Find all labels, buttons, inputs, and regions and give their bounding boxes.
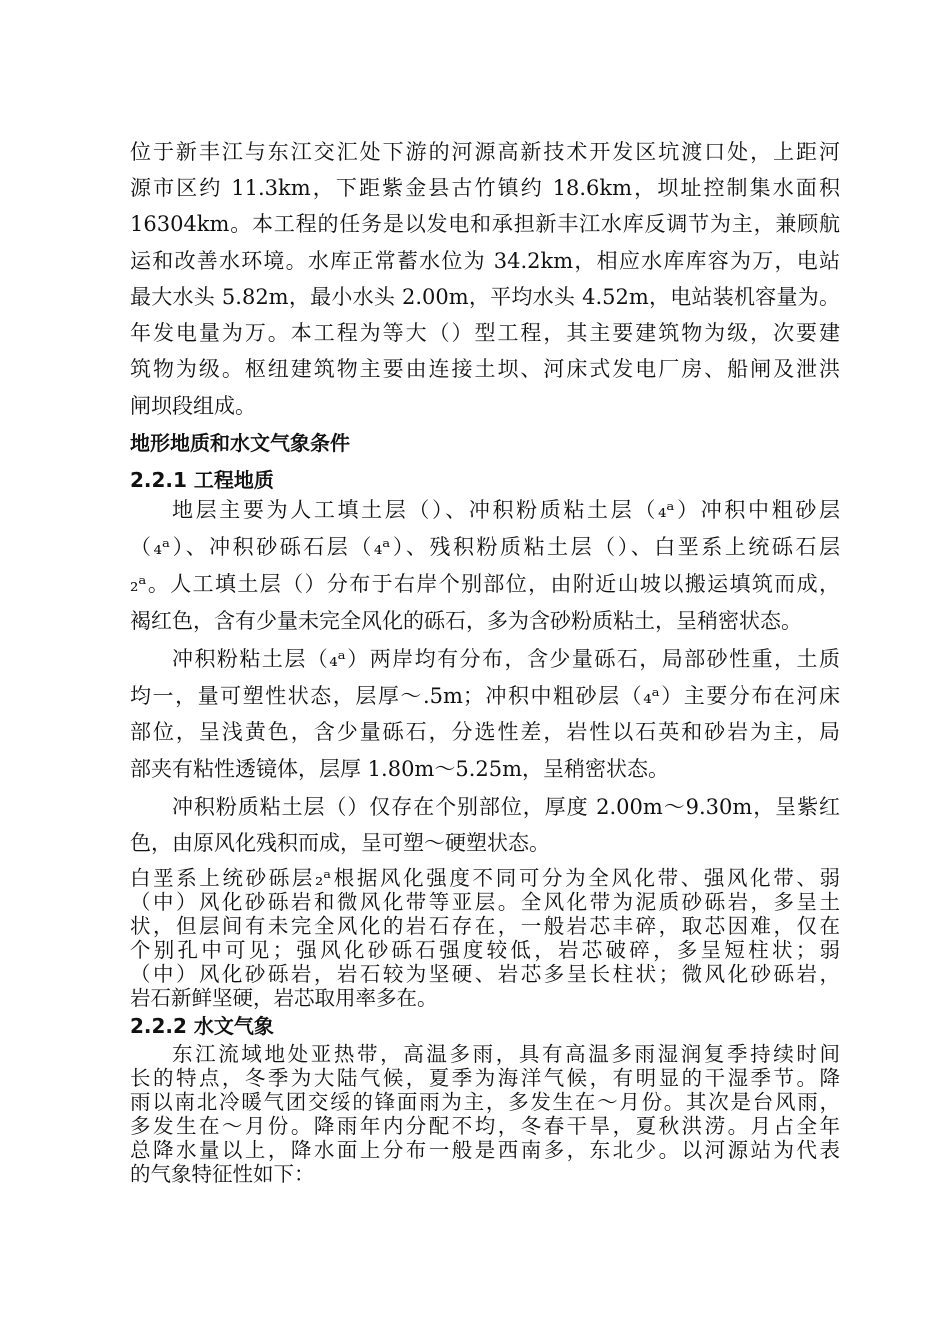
hydro-line: 多发生在～月份。降雨年内分配不均，冬春干旱，夏秋洪涝。月占全年: [130, 1114, 840, 1138]
geology-heading: 2.2.1 工程地质: [130, 468, 274, 492]
intro-line: 闸坝段组成。: [130, 394, 256, 418]
hydro-line: 东江流域地处亚热带，高温多雨，具有高温多雨湿润复季持续时间: [172, 1042, 840, 1066]
geology-line: 部位，呈浅黄色，含少量砾石，分选性差，岩性以石英和砂岩为主，局: [130, 720, 840, 744]
geology-line: 白垩系上统砂砾层₂ᵃ根据风化强度不同可分为全风化带、强风化带、弱: [130, 866, 840, 890]
geology-line: 部夹有粘性透镜体，层厚 1.80m～5.25m，呈稍密状态。: [130, 757, 670, 781]
intro-line: 源市区约 11.3km，下距紫金县古竹镇约 18.6km，坝址控制集水面积: [130, 176, 840, 200]
geology-line: 褐红色，含有少量未完全风化的砾石，多为含砂粉质粘土，呈稍密状态。: [130, 609, 802, 633]
intro-line: 16304km。本工程的任务是以发电和承担新丰江水库反调节为主，兼顾航: [130, 212, 840, 236]
geology-line: 地层主要为人工填土层（）、冲积粉质粘土层（₄ᵃ）冲积中粗砂层: [172, 498, 840, 522]
hydro-line: 总降水量以上，降水面上分布一般是西南多，东北少。以河源站为代表: [130, 1138, 840, 1162]
intro-line: 筑物为级。枢纽建筑物主要由连接土坝、河床式发电厂房、船闸及泄洪: [130, 357, 840, 381]
geology-line: 个别孔中可见；强风化砂砾石强度较低，岩芯破碎，多呈短柱状；弱: [130, 938, 840, 962]
geology-line: 状，但层间有未完全风化的岩石存在，一般岩芯丰碎，取芯因难，仅在: [130, 914, 840, 938]
geology-line: （₄ᵃ）、冲积砂砾石层（₄ᵃ）、残积粉质粘土层（）、白垩系上统砾石层: [130, 535, 840, 559]
geology-line: （中）风化砂砾岩和微风化带等亚层。全风化带为泥质砂砾岩，多呈土: [130, 890, 840, 914]
intro-line: 运和改善水环境。水库正常蓄水位为 34.2km，相应水库库容为万，电站: [130, 249, 840, 273]
hydro-heading: 2.2.2 水文气象: [130, 1014, 274, 1038]
hydro-line: 雨以南北冷暖气团交绥的锋面雨为主，多发生在～月份。其次是台风雨，: [130, 1090, 840, 1114]
geology-line: 岩石新鲜坚硬，岩芯取用率多在。: [130, 986, 438, 1010]
geology-line: 冲积粉质粘土层（）仅存在个别部位，厚度 2.00m～9.30m，呈紫红: [172, 795, 840, 819]
geology-line: ₂ᵃ。人工填土层（）分布于右岸个别部位，由附近山坡以搬运填筑而成，: [130, 572, 840, 596]
intro-line: 年发电量为万。本工程为等大（）型工程，其主要建筑物为级，次要建: [130, 321, 840, 345]
intro-line: 位于新丰江与东江交汇处下游的河源高新技术开发区坑渡口处，上距河: [130, 140, 840, 164]
intro-line: 最大水头 5.82m，最小水头 2.00m，平均水头 4.52m，电站装机容量为。: [130, 285, 840, 309]
hydro-line: 长的特点，冬季为大陆气候，夏季为海洋气候，有明显的干湿季节。降: [130, 1066, 840, 1090]
geology-line: 色，由原风化残积而成，呈可塑～硬塑状态。: [130, 831, 550, 855]
section-title: 地形地质和水文气象条件: [130, 431, 350, 455]
geology-line: （中）风化砂砾岩，岩石较为坚硬、岩芯多呈长柱状；微风化砂砾岩，: [130, 962, 840, 986]
geology-line: 均一，量可塑性状态，层厚～.5m；冲积中粗砂层（₄ᵃ）主要分布在河床: [130, 684, 840, 708]
geology-line: 冲积粉粘土层（₄ᵃ）两岸均有分布，含少量砾石，局部砂性重，土质: [172, 647, 840, 671]
hydro-line: 的气象特征性如下：: [130, 1162, 315, 1186]
